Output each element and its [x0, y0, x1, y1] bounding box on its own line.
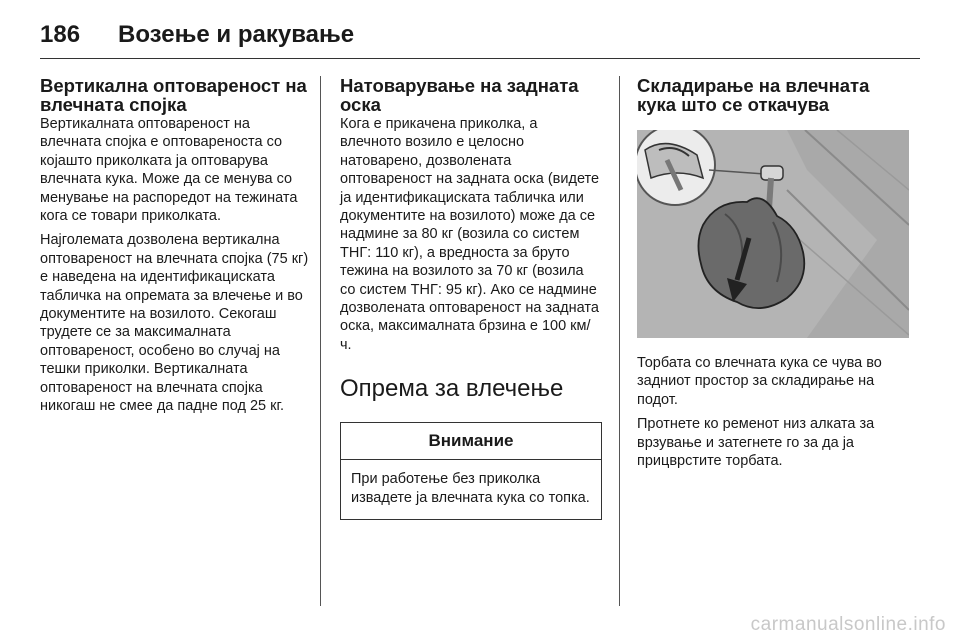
- paragraph: Протнете ко ременот низ алката за врзување и затегнете го за да ја прицврстите торбата.: [637, 416, 875, 470]
- paragraph: Вертикалната оптовареност на влечната спојка е оптовареноста со којашто приколката ја оптоварува влечната кука. Може да се менува со менување на распоредот на тежината кога се товари приколката.: [40, 116, 298, 225]
- paragraph: Кога е прикачена приколка, а влечното возило е целосно натоварено, дозволената оптовареност на задната оска (видете ја идентификациската табличка или документите на возилото) може да се надмине за 80 кг (возила со систем ТНГ: 110 кг), а вредноста за бруто тежина на возилото за 70 кг (возила со систем ТНГ: 95 кг). Ако се надмине дозволената оптовареност на задната оска, максималната брзина е 100 км/ч.: [340, 116, 600, 353]
- warning-text: При работење без приколка извадете ја влечната кука со топка.: [351, 471, 590, 506]
- column-right: [637, 76, 909, 470]
- watermark: carmanualsonline.info: [750, 614, 946, 635]
- column-divider: [619, 76, 620, 606]
- warning-title: Внимание: [341, 423, 601, 460]
- warning-box: [340, 422, 602, 520]
- section-heading-rear-axle-load: Натоварување на задната оска: [340, 75, 579, 115]
- page-number: 186: [40, 21, 81, 48]
- chapter-heading-towing-equipment: Опрема за влечење: [340, 375, 564, 403]
- page-header: [40, 18, 920, 59]
- section-heading-vertical-load: Вертикална оптовареност на влечната спојка: [40, 75, 307, 115]
- column-left: [40, 76, 312, 416]
- towbar-bag-illustration: [637, 130, 909, 338]
- column-divider: [320, 76, 321, 606]
- paragraph: Торбата со влечната кука се чува во задниот простор за складирање на подот.: [637, 355, 882, 408]
- paragraph: Најголемата дозволена вертикална оптовареност на влечната спојка (75 кг) е наведена на идентификациската табличка на опремата за влечење и во документите на возилото. Секогаш трудете се за максималната оптовареност, особено во случај на тешки приколки. Вертикалната оптовареност на влечната спојка никогаш не смее да падне под 25 кг.: [40, 232, 309, 415]
- column-middle: [340, 76, 602, 520]
- page-title: Возење и ракување: [118, 21, 355, 48]
- section-heading-storage: Складирање на влечната кука што се откачува: [637, 75, 870, 115]
